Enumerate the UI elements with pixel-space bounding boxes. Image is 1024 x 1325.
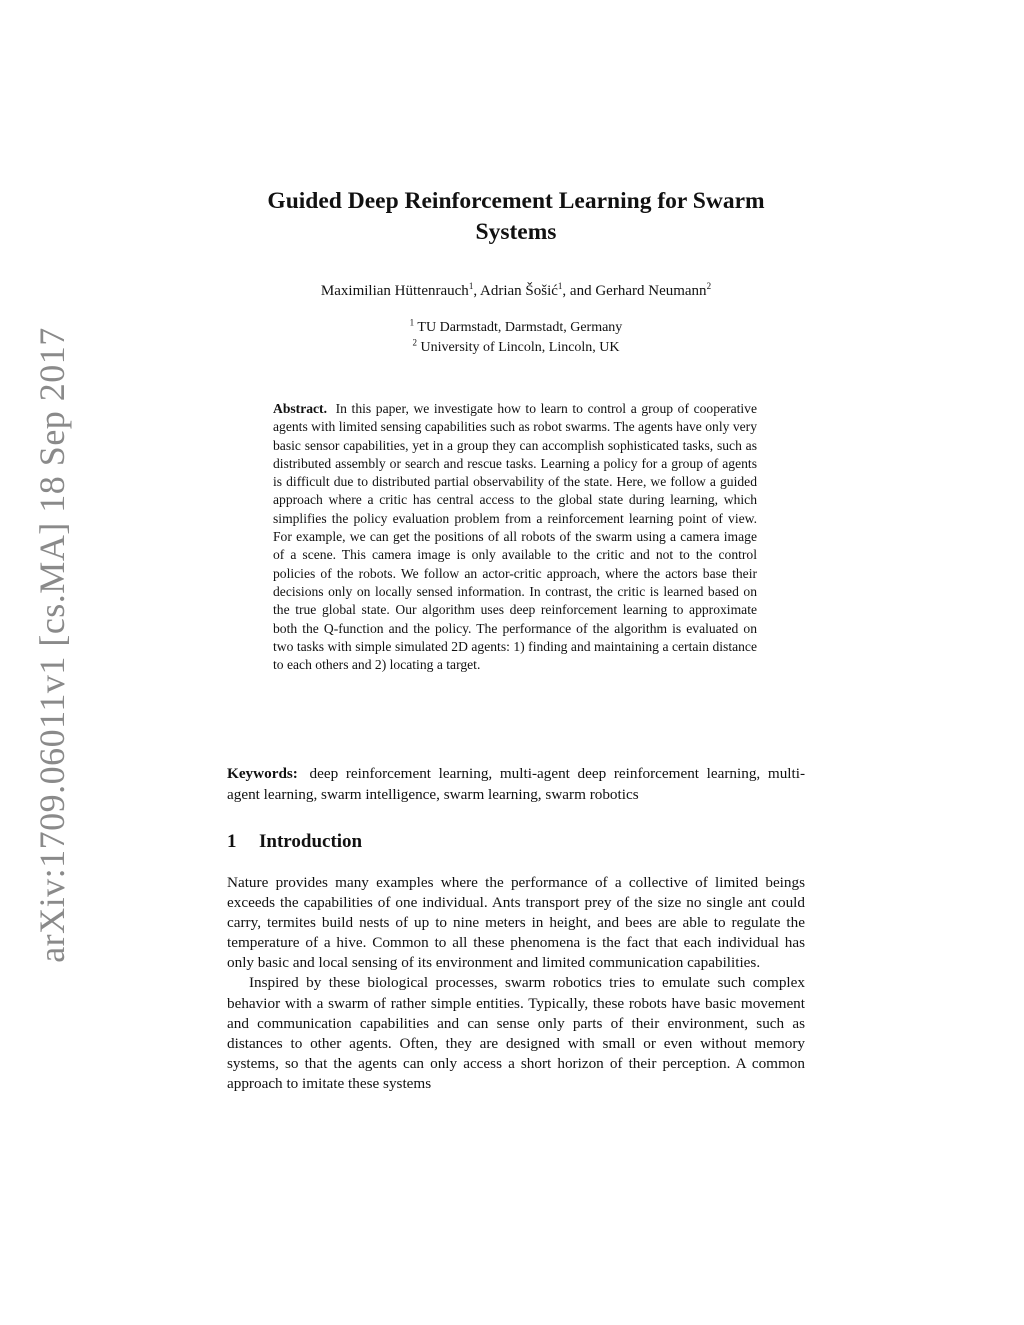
keywords-text: deep reinforcement learning, multi-agent deep reinforcement learning, multi-agent learning, swarm intelligence, swarm learning, swarm robotics xyxy=(227,765,805,803)
author-affiliation-mark: 1 xyxy=(468,281,474,291)
affiliation-number: 1 xyxy=(409,317,415,328)
affiliation-line xyxy=(228,318,804,338)
abstract-label: Abstract. xyxy=(273,401,327,416)
author-name: Maximilian Hüttenrauch xyxy=(320,283,469,299)
body-paragraph: Nature provides many examples where the performance of a collective of limited beings exceeds the capabilities of one individual. Ants transport prey of the size no single ant could carry, termites build nests of up to nine meters in height, and bees are able to regulate the temperature of a hive. Common to all these phenomena is the fact that each individual has only basic and local sensing of its environment and limited communication capabilities. xyxy=(227,874,805,972)
section-title: Introduction xyxy=(259,831,363,852)
affiliation-number: 2 xyxy=(412,337,417,348)
paper-title: Guided Deep Reinforcement Learning for Swarm Systems xyxy=(267,188,765,245)
arxiv-identifier: arXiv:1709.06011v1 [cs.MA] 18 Sep 2017 xyxy=(32,327,72,963)
abstract-text: In this paper, we investigate how to learn to control a group of cooperative agents with limited sensing capabilities such as robot swarms. The agents have only very basic sensor capabilities, yet in a group they can accomplish sophisticated tasks, such as distributed assembly or search and rescue tasks. Learning a policy for a group of agents is difficult due to distributed partial observability of the state. Here, we follow a guided approach where a critic has central access to the global state during learning, which simplifies the policy evaluation problem from a reinforcement learning point of view. For example, we can get the positions of all robots of the swarm using a camera image of a scene. This camera image is only available to the critic and not to the control policies of the robots. We follow an actor-critic approach, where the actors base their decisions only on locally sensed information. In contrast, the critic is learned based on the true global state. Our algorithm uses deep reinforcement learning to approximate both the Q-function and the policy. The performance of the algorithm is evaluated on two tasks with simple simulated 2D agents: 1) finding and maintaining a certain distance to each others and 2) locating a target. xyxy=(273,401,757,673)
affiliation-text: TU Darmstadt, Darmstadt, Germany xyxy=(417,320,623,335)
author-name: Adrian Šošić xyxy=(480,283,558,299)
author-separator: , xyxy=(473,283,480,299)
section-number: 1 xyxy=(227,831,237,852)
affiliation-line xyxy=(228,338,804,358)
author-list xyxy=(228,283,804,300)
affiliation-text: University of Lincoln, Lincoln, UK xyxy=(420,340,620,355)
abstract xyxy=(273,400,757,674)
affiliations xyxy=(228,318,804,358)
introduction-body xyxy=(227,873,805,1094)
body-paragraph: Inspired by these biological processes, swarm robotics tries to emulate such complex behavior with a swarm of rather simple entities. Typically, these robots have basic movement and communication capabilities and can sense only parts of their environment, such as distances to other agents. Often, they are designed with small or even without memory systems, so that the agents can only access a short horizon of their perception. A common approach to imitate these systems xyxy=(227,974,805,1092)
section-heading xyxy=(227,831,362,853)
keywords xyxy=(227,763,805,805)
keywords-label: Keywords: xyxy=(227,765,298,782)
author-affiliation-mark: 1 xyxy=(557,281,563,291)
author-affiliation-mark: 2 xyxy=(706,281,712,291)
author-separator: , and xyxy=(562,283,596,299)
author-name: Gerhard Neumann xyxy=(595,283,707,299)
